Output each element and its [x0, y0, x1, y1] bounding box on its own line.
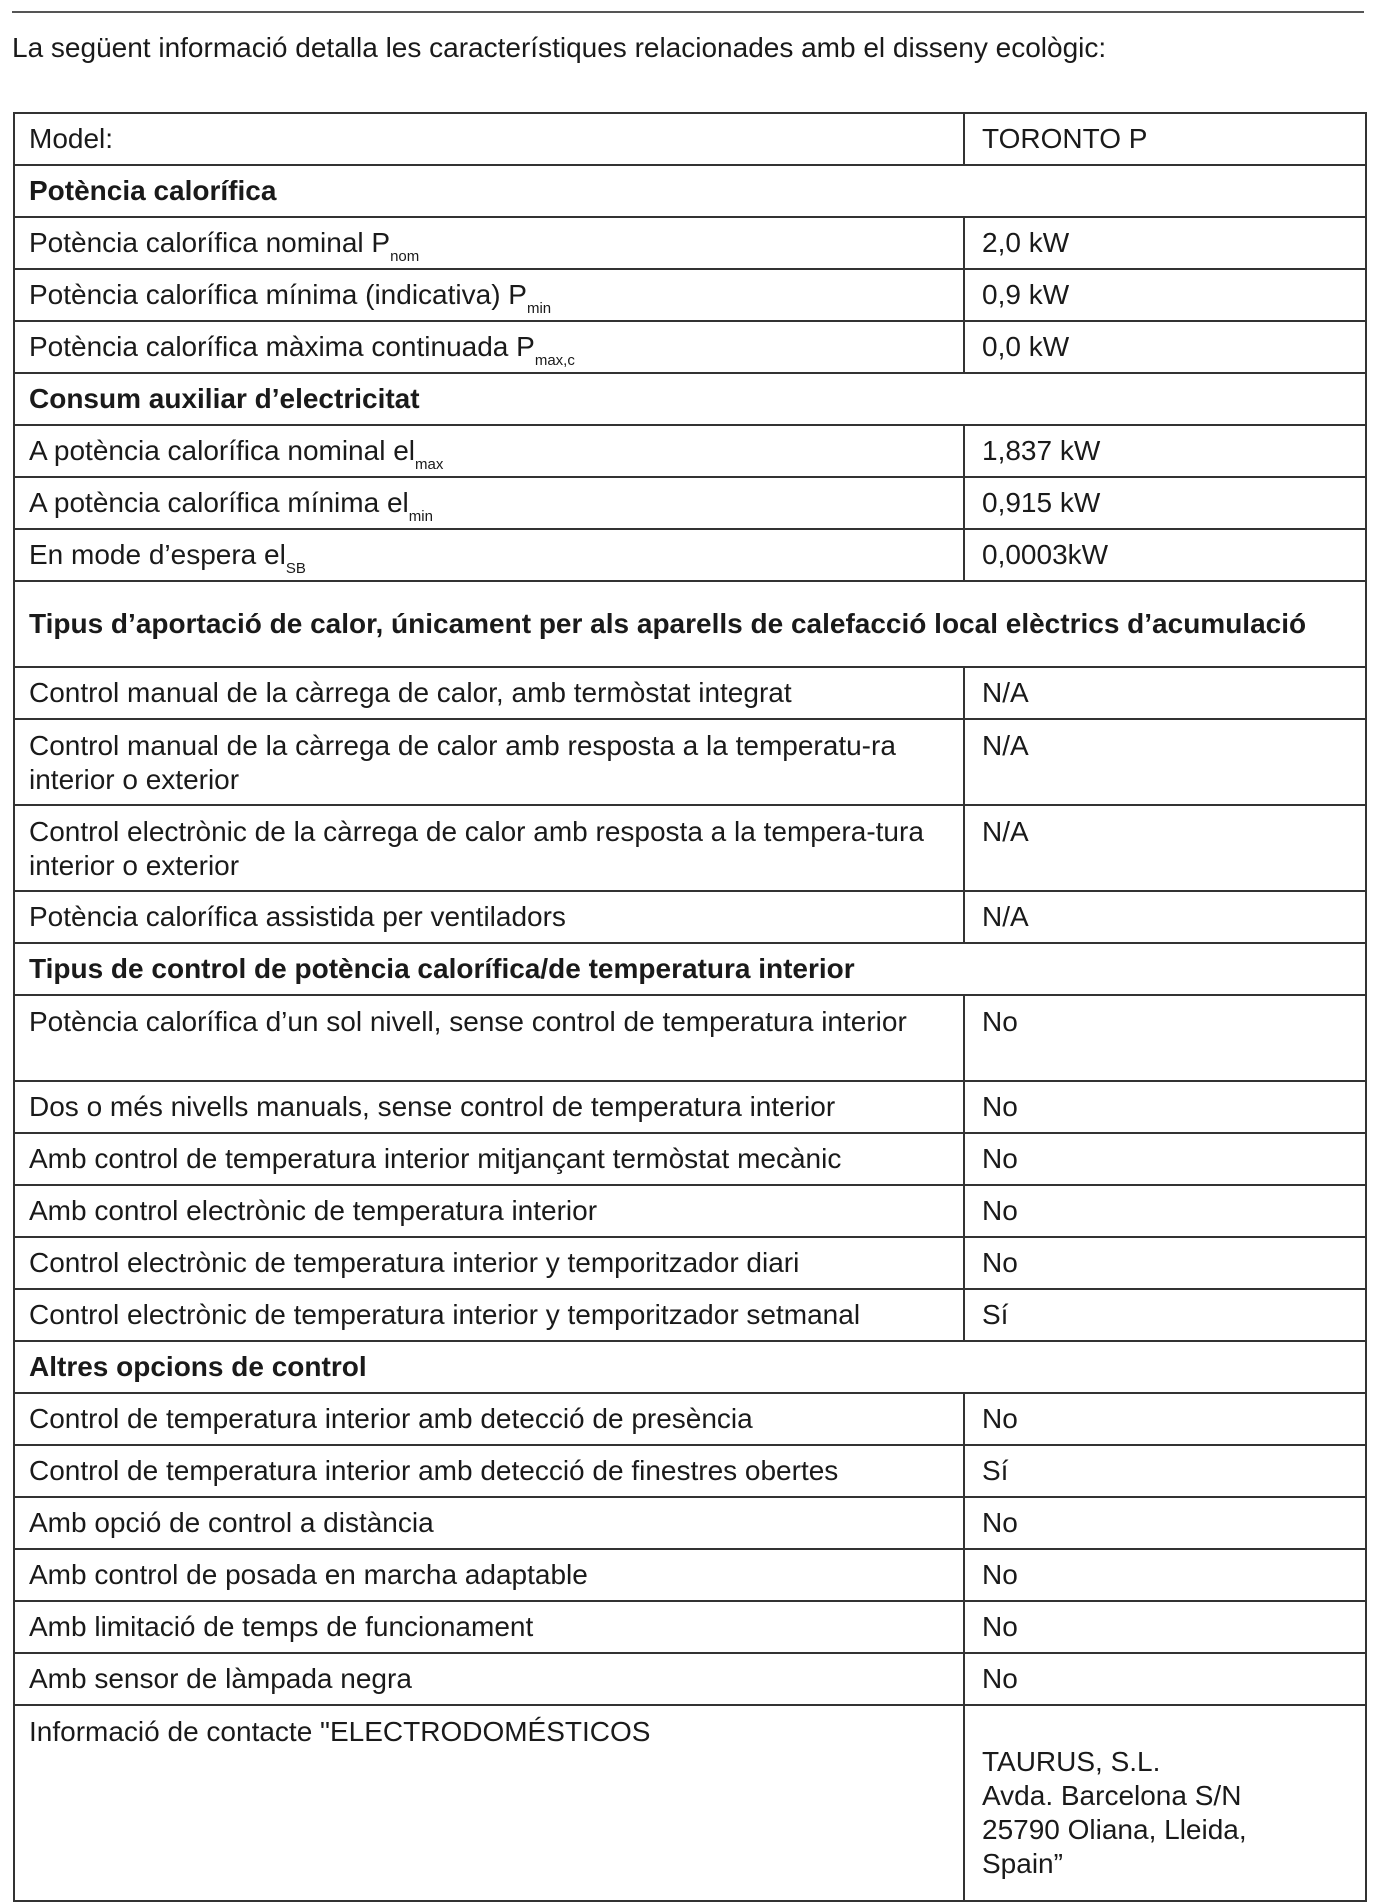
section-control-type: [14, 943, 1366, 995]
row-label: Amb opció de control a distància: [14, 1497, 964, 1549]
contact-line: Avda. Barcelona S/N: [982, 1780, 1242, 1811]
row-value: 0,0003kW: [964, 529, 1366, 581]
row-label: Potència calorífica màxima continuada $P_{max,c}$: [14, 321, 964, 373]
row-label: Amb limitació de temps de funcionament: [14, 1601, 964, 1653]
row-label: Amb control electrònic de temperatura interior: [14, 1185, 964, 1237]
table-row: [14, 217, 1366, 269]
table-row: [14, 1237, 1366, 1289]
table-row: [14, 1133, 1366, 1185]
table-row: [14, 995, 1366, 1081]
row-value: No: [964, 1185, 1366, 1237]
row-value: No: [964, 1081, 1366, 1133]
row-label: Control manual de la càrrega de calor amb resposta a la temperatu-ra interior o exterior: [14, 719, 964, 805]
row-value: N/A: [964, 719, 1366, 805]
row-label: Amb control de posada en marcha adaptable: [14, 1549, 964, 1601]
table-row: [14, 477, 1366, 529]
section-other-options: [14, 1341, 1366, 1393]
row-label: Control electrònic de temperatura interior y temporitzador diari: [14, 1237, 964, 1289]
row-label: Potència calorífica nominal $P_{nom}$: [14, 217, 964, 269]
table-row: [14, 1393, 1366, 1445]
table-row: [14, 425, 1366, 477]
row-value: No: [964, 1133, 1366, 1185]
section-heading: Consum auxiliar d’electricitat: [14, 373, 1366, 425]
row-value: N/A: [964, 805, 1366, 891]
row-value: Sí: [964, 1445, 1366, 1497]
row-label: Control de temperatura interior amb detecció de presència: [14, 1393, 964, 1445]
top-rule: [12, 11, 1364, 13]
row-label: Potència calorífica mínima (indicativa) $P_{min}$: [14, 269, 964, 321]
row-label: Potència calorífica d’un sol nivell, sense control de temperatura interior: [14, 995, 964, 1081]
contact-label: Informació de contacte "ELECTRODOMÉSTICOS: [14, 1705, 964, 1901]
row-label: En mode d’espera $el_{SB}$: [14, 529, 964, 581]
section-heat-output: [14, 165, 1366, 217]
table-row: [14, 269, 1366, 321]
row-value: No: [964, 1549, 1366, 1601]
row-value: 0,915 kW: [964, 477, 1366, 529]
model-value: TORONTO P: [964, 113, 1366, 165]
contact-line: 25790 Oliana, Lleida,: [982, 1814, 1247, 1845]
row-value: No: [964, 1393, 1366, 1445]
row-label: Control manual de la càrrega de calor, amb termòstat integrat: [14, 667, 964, 719]
table-row: [14, 529, 1366, 581]
row-value: N/A: [964, 891, 1366, 943]
row-value: No: [964, 995, 1366, 1081]
ecodesign-table: [13, 112, 1367, 1902]
row-label: A potència calorífica mínima $el_{min}$: [14, 477, 964, 529]
row-value: Sí: [964, 1289, 1366, 1341]
row-label: A potència calorífica nominal $el_{max}$: [14, 425, 964, 477]
row-label: Amb sensor de làmpada negra: [14, 1653, 964, 1705]
row-label: Potència calorífica assistida per ventiladors: [14, 891, 964, 943]
section-heading: Tipus d’aportació de calor, únicament per als aparells de calefacció local elèctrics d’acumulació: [14, 581, 1366, 667]
row-value: 0,9 kW: [964, 269, 1366, 321]
table-row: [14, 1081, 1366, 1133]
section-heading: Altres opcions de control: [14, 1341, 1366, 1393]
table-row: [14, 1289, 1366, 1341]
model-label: Model:: [14, 113, 964, 165]
row-label: Amb control de temperatura interior mitjançant termòstat mecànic: [14, 1133, 964, 1185]
row-label: Control electrònic de la càrrega de calor amb resposta a la tempera-tura interior o exterior: [14, 805, 964, 891]
contact-line: Spain”: [982, 1848, 1063, 1879]
row-value: 0,0 kW: [964, 321, 1366, 373]
row-label: Control electrònic de temperatura interior y temporitzador setmanal: [14, 1289, 964, 1341]
table-row: [14, 321, 1366, 373]
row-value: N/A: [964, 667, 1366, 719]
section-heading: Potència calorífica: [14, 165, 1366, 217]
row-value: No: [964, 1601, 1366, 1653]
row-label: Control de temperatura interior amb detecció de finestres obertes: [14, 1445, 964, 1497]
table-row: [14, 667, 1366, 719]
section-aux-consumption: [14, 373, 1366, 425]
table-row: [14, 719, 1366, 805]
section-heat-input: [14, 581, 1366, 667]
contact-row: [14, 1705, 1366, 1901]
table-row: [14, 1601, 1366, 1653]
table-row: [14, 805, 1366, 891]
row-value: No: [964, 1497, 1366, 1549]
section-heading: Tipus de control de potència calorífica/de temperatura interior: [14, 943, 1366, 995]
row-value: No: [964, 1237, 1366, 1289]
model-row: [14, 113, 1366, 165]
row-label: Dos o més nivells manuals, sense control de temperatura interior: [14, 1081, 964, 1133]
table-row: [14, 1185, 1366, 1237]
table-row: [14, 1653, 1366, 1705]
contact-line: TAURUS, S.L.: [982, 1746, 1161, 1777]
intro-text: La següent informació detalla les característiques relacionades amb el disseny ecològic:: [12, 32, 1107, 63]
row-value: 2,0 kW: [964, 217, 1366, 269]
contact-address: [964, 1705, 1366, 1901]
table-row: [14, 891, 1366, 943]
table-row: [14, 1549, 1366, 1601]
row-value: 1,837 kW: [964, 425, 1366, 477]
table-row: [14, 1497, 1366, 1549]
row-value: No: [964, 1653, 1366, 1705]
table-row: [14, 1445, 1366, 1497]
